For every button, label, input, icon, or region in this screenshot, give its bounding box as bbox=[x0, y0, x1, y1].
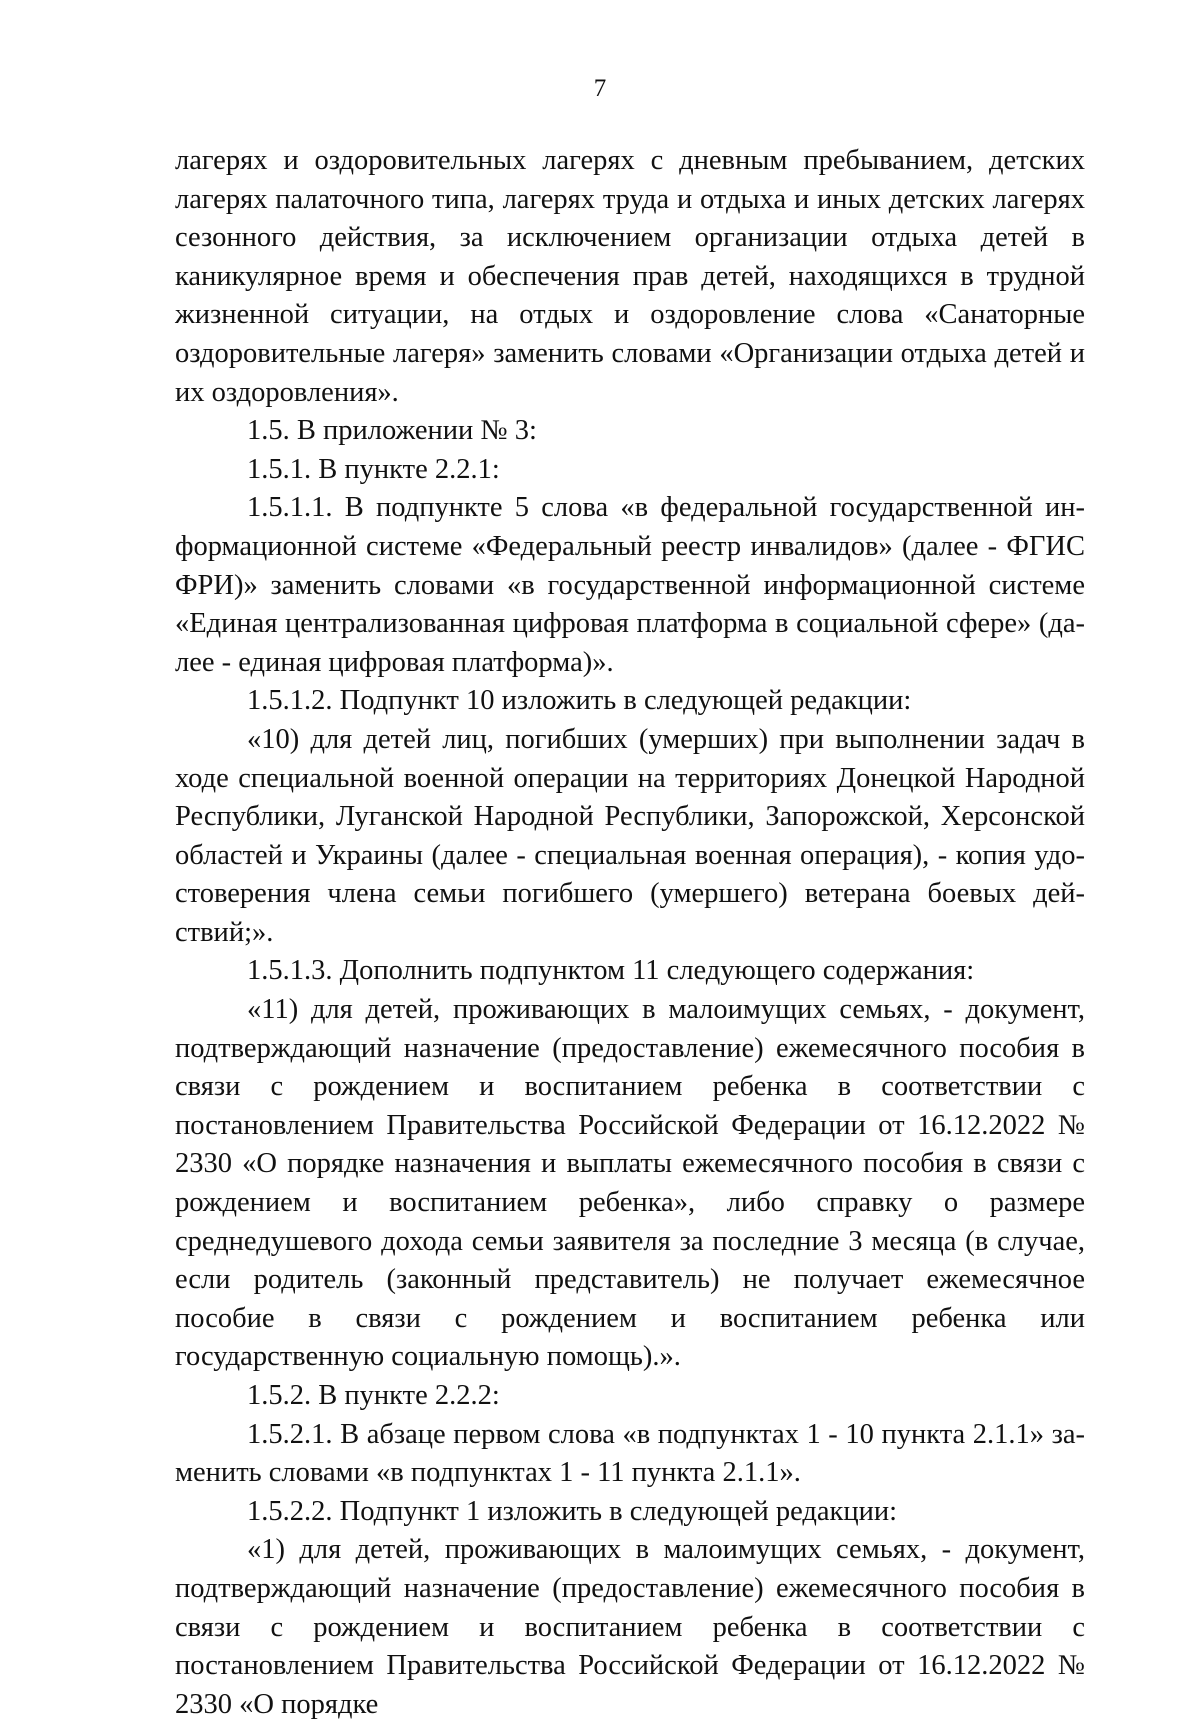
paragraph-subitem-11: «11) для детей, проживающих в малоимущих семьях, - документ, подтверждающий назначение (предоставление) ежемесячного пособия в связи с рождением и воспитанием ребенка в соответствии с постановлением Правительства Российской Федерации от 16.12.2022 № 2330 «О порядке назначения и выплаты ежемесячного пособия в связи с рождением и воспитанием ребенка», либо справку о размере среднедушевого дохода семьи заявителя за последние 3 месяца (в случае, если родитель (законный представитель) не получает ежемесячное пособие в связи с рождением и воспитанием ребенка или государственную социальную помощь).». bbox=[175, 994, 1085, 1373]
document-body bbox=[175, 142, 1085, 1724]
paragraph-1-5-2-2: 1.5.2.2. Подпункт 1 изложить в следующей редакции: bbox=[247, 1495, 898, 1527]
paragraph-1-5: 1.5. В приложении № 3: bbox=[247, 415, 537, 447]
paragraph-1-5-1: 1.5.1. В пункте 2.2.1: bbox=[247, 453, 500, 485]
paragraph-1-5-2-1: 1.5.2.1. В абзаце первом слова «в подпунктах 1 - 10 пункта 2.1.1» заменить словами «в подпунктах 1 - 11 пункта 2.1.1». bbox=[175, 1418, 1085, 1489]
paragraph-1-5-2: 1.5.2. В пункте 2.2.2: bbox=[247, 1380, 500, 1411]
paragraph-1-5-1-3: 1.5.1.3. Дополнить подпунктом 11 следующего содержания: bbox=[247, 955, 975, 987]
paragraph-1-5-1-2: 1.5.1.2. Подпункт 10 изложить в следующей редакции: bbox=[247, 685, 912, 717]
paragraph-subitem-10: «10) для детей лиц, погибших (умерших) при выполнении задач в ходе специальной военной операции на территориях Донецкой Народной Республики, Луганской Народной Республики, Запорожской, Херсонской областей и Украины (далее - специальная военная операция), - копия удостоверения члена семьи погибшего (умершего) ветерана боевых действий;». bbox=[175, 723, 1085, 948]
paragraph-subitem-1: «1) для детей, проживающих в малоимущих семьях, - документ, подтверждающий назначение (предоставление) ежемесячного пособия в связи с рождением и воспитанием ребенка в соответствии с постановлением Правительства Российской Федерации от 16.12.2022 № 2330 «О порядке bbox=[175, 1534, 1085, 1720]
page-number: 7 bbox=[593, 75, 607, 102]
paragraph-continuation: лагерях и оздоровительных лагерях с дневным пребыванием, детских лагерях палаточного типа, лагерях труда и отдыха и иных детских лагерях сезонного действия, за исключением организации отдыха детей в каникулярное время и обеспечения прав детей, находящихся в трудной жизненной ситуации, на отдых и оздоровление слова «Санаторные оздоровительные лагеря» заменить словами «Организации отдыха детей и их оздоровления». bbox=[175, 145, 1085, 408]
paragraph-1-5-1-1: 1.5.1.1. В подпункте 5 слова «в федеральной государственной информационной системе «Федеральный реестр инвалидов» (далее - ФГИС ФРИ)» заменить словами «в государственной информационной системе «Единая централизованная цифровая платформа в социальной сфере» (далее - единая цифровая платформа)». bbox=[175, 492, 1085, 678]
